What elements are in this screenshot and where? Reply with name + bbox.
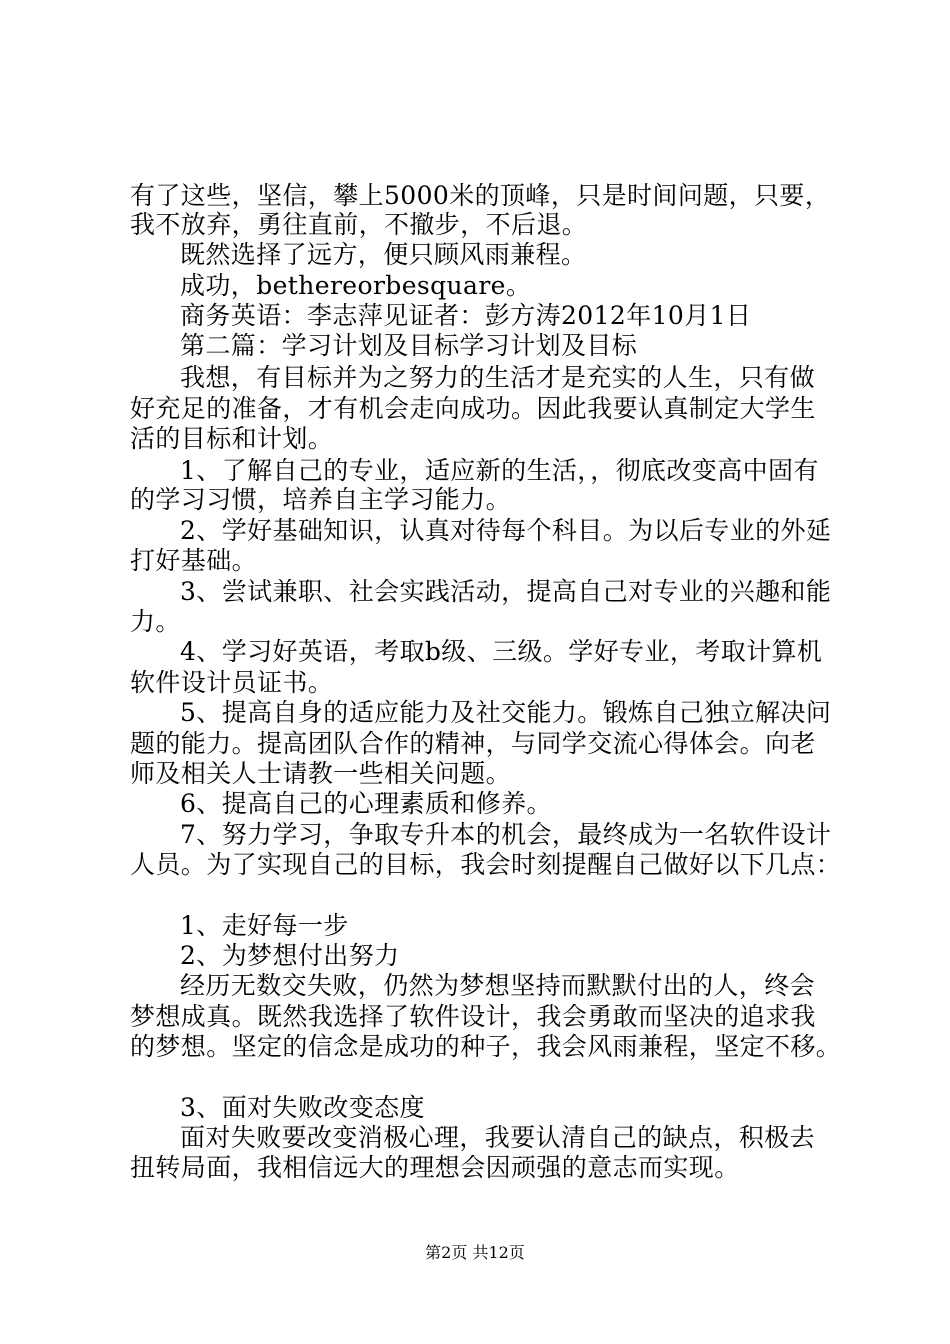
text-line: 打好基础。: [130, 546, 258, 575]
text-line: 力。: [130, 607, 181, 636]
text-line: 好充足的准备，才有机会走向成功。因此我要认真制定大学生: [130, 394, 816, 423]
text-line: 我不放弃，勇往直前，不撤步，不后退。: [130, 210, 588, 239]
list-item: 2、学好基础知识，认真对待每个科目。为以后专业的外延: [180, 516, 832, 545]
list-item: 6、提高自己的心理素质和修养。: [180, 789, 552, 818]
text-line: 活的目标和计划。: [130, 424, 334, 453]
list-item: 7、努力学习，争取专升本的机会，最终成为一名软件设计: [180, 820, 832, 849]
text-line: 有了这些，坚信，攀上5000米的顶峰，只是时间问题，只要，: [130, 181, 831, 210]
text-line: 扭转局面，我相信远大的理想会因顽强的意志而实现。: [130, 1153, 740, 1182]
list-item: 1、了解自己的专业，适应新的生活，，彻底改变高中固有: [180, 456, 819, 485]
text-line: 我想，有目标并为之努力的生活才是充实的人生，只有做: [180, 363, 816, 392]
text-line: 人员。为了实现自己的目标，我会时刻提醒自己做好以下几点：: [130, 850, 842, 879]
list-item: 4、学习好英语，考取b级、三级。学好专业，考取计算机: [180, 637, 823, 666]
section-heading: 第二篇：学习计划及目标学习计划及目标: [180, 331, 638, 360]
text-line: 既然选择了远方，便只顾风雨兼程。: [180, 240, 587, 269]
page-indicator: 第2页 共12页: [425, 1243, 525, 1262]
text-line: 经历无数交失败，仍然为梦想坚持而默默付出的人，终会: [180, 971, 816, 1000]
text-line: 的学习习惯，培养自主学习能力。: [130, 485, 512, 514]
list-item: 5、提高自身的适应能力及社交能力。锻炼自己独立解决问: [180, 698, 832, 727]
text-line: 题的能力。提高团队合作的精神，与同学交流心得体会。向老: [130, 729, 816, 758]
text-line: 的梦想。坚定的信念是成功的种子，我会风雨兼程，坚定不移。: [130, 1032, 842, 1061]
list-item: 1、走好每一步: [180, 911, 349, 940]
list-item: 2、为梦想付出努力: [180, 941, 400, 970]
text-line: 梦想成真。既然我选择了软件设计，我会勇敢而坚决的追求我: [130, 1002, 816, 1031]
list-item: 3、尝试兼职、社会实践活动，提高自己对专业的兴趣和能: [180, 577, 832, 606]
text-line: 软件设计员证书。: [130, 668, 334, 697]
text-line: 成功，bethereorbesquare。: [180, 271, 532, 300]
text-line: 师及相关人士请教一些相关问题。: [130, 759, 512, 788]
list-item: 3、面对失败改变态度: [180, 1093, 425, 1122]
text-line: 面对失败要改变消极心理，我要认清自己的缺点，积极去: [180, 1123, 816, 1152]
text-line: 商务英语：李志萍见证者：彭方涛2012年10月1日: [180, 301, 752, 330]
